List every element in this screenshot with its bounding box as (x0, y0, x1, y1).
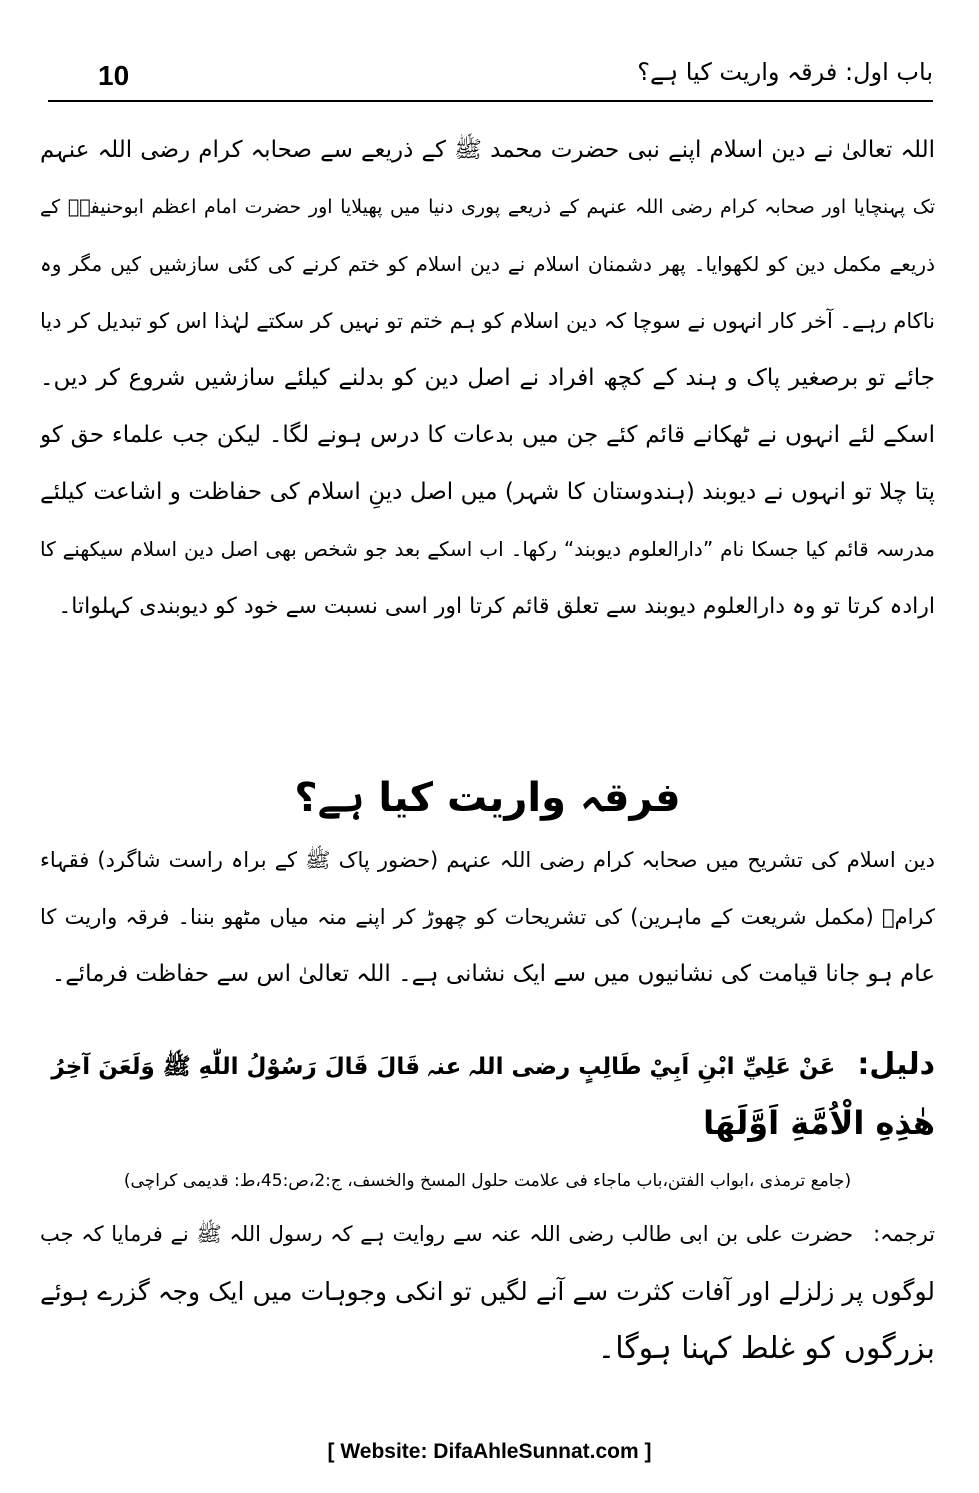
paragraph-line: بزرگوں کو غلط کہنا ہوگا۔ (597, 1331, 935, 1366)
paragraph-line: کرامؒ (مکمل شریعت کے ماہرین) کی تشریحات کو چھوڑ کر اپنے منہ میاں مٹھو بننا۔ فرقہ واریت کا (40, 905, 935, 929)
intro-paragraph (40, 122, 935, 635)
paragraph-line: تک پہنچایا اور صحابہ کرام رضی اللہ عنہم کے ذریعے پوری دنیا میں پھیلایا اور حضرت امام اعظم ابوحنیفہؒ کے (40, 196, 935, 218)
paragraph-line (40, 1206, 935, 1263)
paragraph-line: دین اسلام کی تشریح میں صحابہ کرام رضی اللہ عنہم (حضور پاک ﷺ کے براہ راست شاگرد) فقہاء (40, 848, 935, 872)
paragraph-line: اسکے لئے انہوں نے ٹھکانے قائم کئے جن میں بدعات کا درس ہونے لگا۔ لیکن جب علماء حق کو (40, 422, 935, 448)
paragraph-line: جائے تو برصغیر پاک و ہند کے کچھ افراد نے اصل دین کو بدلنے کیلئے سازشیں شروع کر دیں۔ (40, 365, 935, 391)
hadith-line (40, 1036, 935, 1094)
paragraph-line: ناکام رہے۔ آخر کار انہوں نے سوچا کہ دین اسلام کو ہم ختم تو نہیں کر سکتے لہٰذا اس کو تبدیل کر دیا (40, 309, 935, 333)
paragraph-line: مدرسہ قائم کیا جسکا نام ”دارالعلوم دیوبند“ رکھا۔ اب اسکے بعد جو شخص بھی اصل دین اسلام سیکھنے کا (40, 537, 935, 561)
section-heading: فرقہ واریت کیا ہے؟ (294, 775, 681, 821)
header-divider (48, 100, 933, 102)
translation-label: ترجمہ: (873, 1222, 935, 1246)
page-number: 10 (98, 60, 130, 91)
hadith-reference: (جامع ترمذی ،ابواب الفتن،باب ماجاء فی علامت حلول المسخ والخسف، ج:2،ص:45،ط: قدیمی کراچی) (123, 1171, 852, 1191)
paragraph-line: پتا چلا تو انہوں نے دیوبند (ہندوستان کا شہر) میں اصل دینِ اسلام کی حفاظت و اشاعت کیلئے (40, 479, 935, 505)
paragraph-line: لوگوں پر زلزلے اور آفات کثرت سے آنے لگیں تو انکی وجوہات میں ایک وجہ گزرے ہوئے (40, 1277, 935, 1306)
hadith-line: هٰذِهِ الْاُمَّةِ اَوَّلَهَا (703, 1104, 935, 1142)
website-footer: [ Website: DifaAhleSunnat.com ] (327, 1440, 652, 1463)
paragraph-line: عام ہو جانا قیامت کی نشانیوں میں سے ایک نشانی ہے۔ اللہ تعالیٰ اس سے حفاظت فرمائے۔ (51, 961, 935, 987)
hadith-text: عَنْ عَلِيِّ ابْنِ اَبِيْ طَالِبٍ رضی اللہ عنہ قَالَ قَالَ رَسُوْلُ اللّٰهِ ﷺ وَلَعَنَ آخِرُ (51, 1054, 836, 1080)
paragraph-line: اللہ تعالیٰ نے دین اسلام اپنے نبی حضرت محمد ﷺ کے ذریعے سے صحابہ کرام رضی اللہ عنہم (40, 137, 935, 163)
translation-paragraph (40, 1206, 935, 1377)
definition-paragraph (40, 832, 935, 1003)
evidence-label: دلیل: (857, 1047, 935, 1082)
chapter-title: باب اول: فرقہ واریت کیا ہے؟ (637, 58, 933, 86)
paragraph-line: ذریعے مکمل دین کو لکھوایا۔ پھر دشمنان اسلام نے دین اسلام کو ختم کرنے کی کئی سازشیں کیں مگر وہ (40, 252, 935, 276)
paragraph-line: ارادہ کرتا تو وہ دارالعلوم دیوبند سے تعلق قائم کرتا اور اسی نسبت سے خود کو دیوبندی کہلواتا۔ (58, 594, 935, 619)
page-header (48, 52, 933, 102)
translation-text: حضرت علی بن ابی طالب رضی اللہ عنہ سے روایت ہے کہ رسول اللہ ﷺ نے فرمایا کہ جب (40, 1222, 854, 1246)
hadith-evidence (40, 1036, 935, 1152)
